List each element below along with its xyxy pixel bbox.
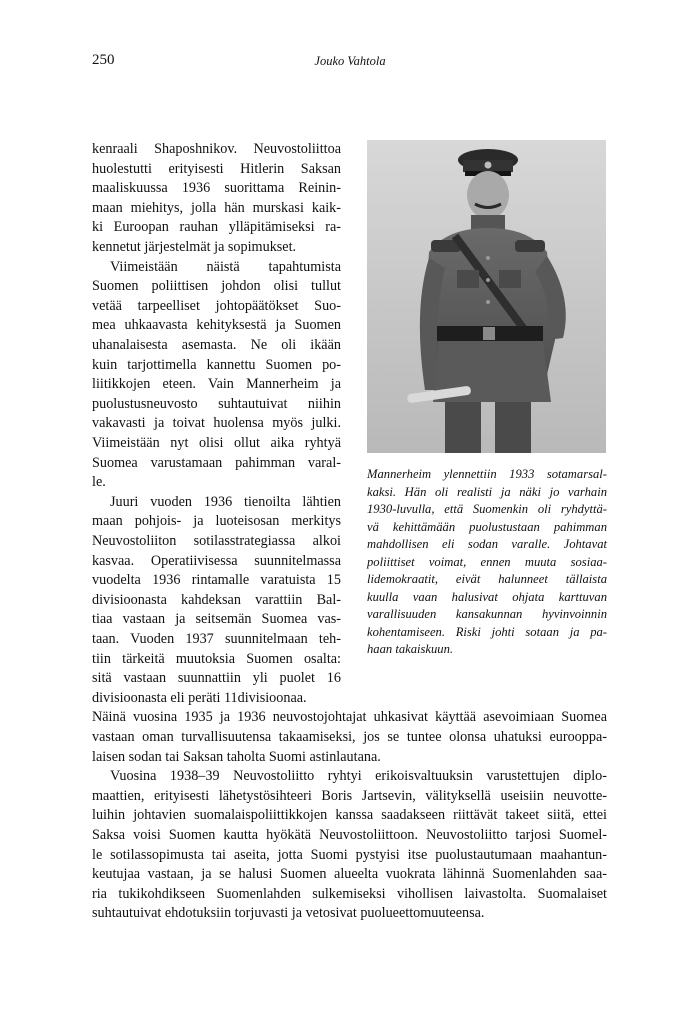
text-line: vetää tarpeelliset johtopäätökset Suo- <box>92 297 341 314</box>
caption-line: kohentamiseen. Riski johti sotaan ja pa- <box>367 624 607 639</box>
text-line: suhtautuivat ehdotuksiin torjuvasti ja vetosivat puolueettomuuteensa. <box>92 905 485 922</box>
text-line: vastaan oman turvallisuutensa takaamiseksi, jos se tuntee olonsa uhatuksi eurooppa- <box>92 729 607 745</box>
text-line: maattien, erityisesti lähetystösihteeri Boris Jartsevin, välityksellä useisiin neuvotte- <box>92 787 607 804</box>
text-line: Suomen poliittisen johdon olisi tullut <box>92 278 341 295</box>
text-line: luihin johtavien suomalaispoliittikkojen kanssa saadakseen riittävät takeet siitä, ettei <box>92 807 607 824</box>
caption-line: kaksi. Hän oli realisti ja näki jo varhain <box>367 484 607 499</box>
caption-line: poliittiset voimat, ennen muuta sosiaa- <box>367 554 607 569</box>
text-line: maaliskuussa 1936 suorittama Reinin- <box>92 180 341 197</box>
text-line: tiin tärkeitä muutoksia Suomen osalta: <box>92 650 341 667</box>
text-line: maan miehitys, jolla hän murskasi kaik- <box>92 199 341 216</box>
text-line: vakavasti ja toivat huolensa myös julki. <box>92 415 341 432</box>
page-number: 250 <box>92 52 115 68</box>
text-line: le sotilassopimusta tai aseita, jotta Suomi pystyisi itse puolustautumaan maahantun- <box>92 846 607 863</box>
text-line: Viimeistään näistä tapahtumista <box>110 258 341 275</box>
caption-line: Mannerheim ylennettiin 1933 sotamarsal- <box>367 467 607 481</box>
text-line: vuodelta 1936 rintamalle varatuista 15 <box>92 572 341 589</box>
text-line: kennetut järjestelmät ja sopimukset. <box>92 239 297 255</box>
caption-line: haan takaiskuun. <box>367 642 454 656</box>
text-line: Juuri vuoden 1936 tienoilta lähtien <box>110 493 341 510</box>
text-line: tiaa vastaan ja seitsemän Suomea vas- <box>92 611 341 628</box>
text-line: sitä vastaan suunnattiin yli puolet 16 <box>92 670 341 687</box>
text-line: laisen sodan tai Saksan taholta Suomi astinlautana. <box>92 748 381 765</box>
caption-line: lidemokraatit, eivät halunneet tällaista <box>367 572 607 586</box>
text-line: keutujaa vastaan, ja se halusi Suomen alueelta vuokrata lähinnä Suomenlahden saa- <box>92 866 607 883</box>
text-line: Saksa voisi Suomen kautta hyökätä Neuvostoliittoon. Neuvostoliitto tarjosi Suomel- <box>92 827 607 843</box>
text-line: divisioonasta kahdeksan varattiin Bal- <box>92 591 341 608</box>
text-line: mea uhkaavasta kehityksestä ja Suomen <box>92 317 341 334</box>
page-header <box>92 52 608 72</box>
text-line: Suomea varustamaan pahimman varal- <box>92 454 341 471</box>
text-line: kasvaa. Operatiivisessa suunnitelmassa <box>92 552 341 569</box>
portrait-figure <box>367 140 606 453</box>
text-line: ki Euroopan rauhan ylläpitämiseksi ra- <box>92 219 341 236</box>
text-line: puolustusneuvosto suhtautuivat niihin <box>92 395 341 412</box>
text-line: uhanalaisesta asemasta. Ne oli ikään <box>92 337 341 353</box>
caption-line: varallisuuden kansakunnan hyvinvoinnin <box>367 607 607 621</box>
text-line: ria tukikohdikseen Suomenlahden sulkemiseksi vihollisen laivastolta. Suomalaiset <box>92 885 607 902</box>
text-line: divisioonasta eli peräti 11divisioonaa. <box>92 689 307 706</box>
caption-line: vä kehittämään puolustustaan pahimman <box>367 519 607 534</box>
text-line: maan pohjois- ja luoteisosan merkitys <box>92 513 341 530</box>
text-line: Viimeistään nyt olisi ollut aika ryhtyä <box>92 435 341 451</box>
running-title: Jouko Vahtola <box>314 54 386 68</box>
text-line: le. <box>92 474 106 491</box>
text-line: taan. Vuoden 1937 suunnitelmaan teh- <box>92 631 341 647</box>
text-line: Neuvostoliiton sotilasstrategiassa alkoi <box>92 533 341 549</box>
mannerheim-photo <box>367 140 606 453</box>
text-line: huolestutti erityisesti Hitlerin Saksan <box>92 160 341 177</box>
text-line: kenraali Shaposhnikov. Neuvostoliittoa <box>92 141 341 157</box>
caption-line: kuulla vaan halusivat ohjata karttuvan <box>367 589 607 604</box>
caption-line: mahdollisen eli sodan varalle. Johtavat <box>367 537 607 551</box>
text-line: kuin tarjottimella kannettu Suomen po- <box>92 356 341 373</box>
text-line: Vuosina 1938–39 Neuvostoliitto ryhtyi erikoisvaltuuksin varustettujen diplo- <box>110 768 607 785</box>
text-line: liitikkojen eteen. Vain Mannerheim ja <box>92 376 341 393</box>
caption-line: 1930-luvulla, että Suomenkin oli ryhdyttä- <box>367 502 607 516</box>
text-line: Näinä vuosina 1935 ja 1936 neuvostojohtajat uhkasivat käyttää asevoimiaan Suomea <box>92 709 607 726</box>
